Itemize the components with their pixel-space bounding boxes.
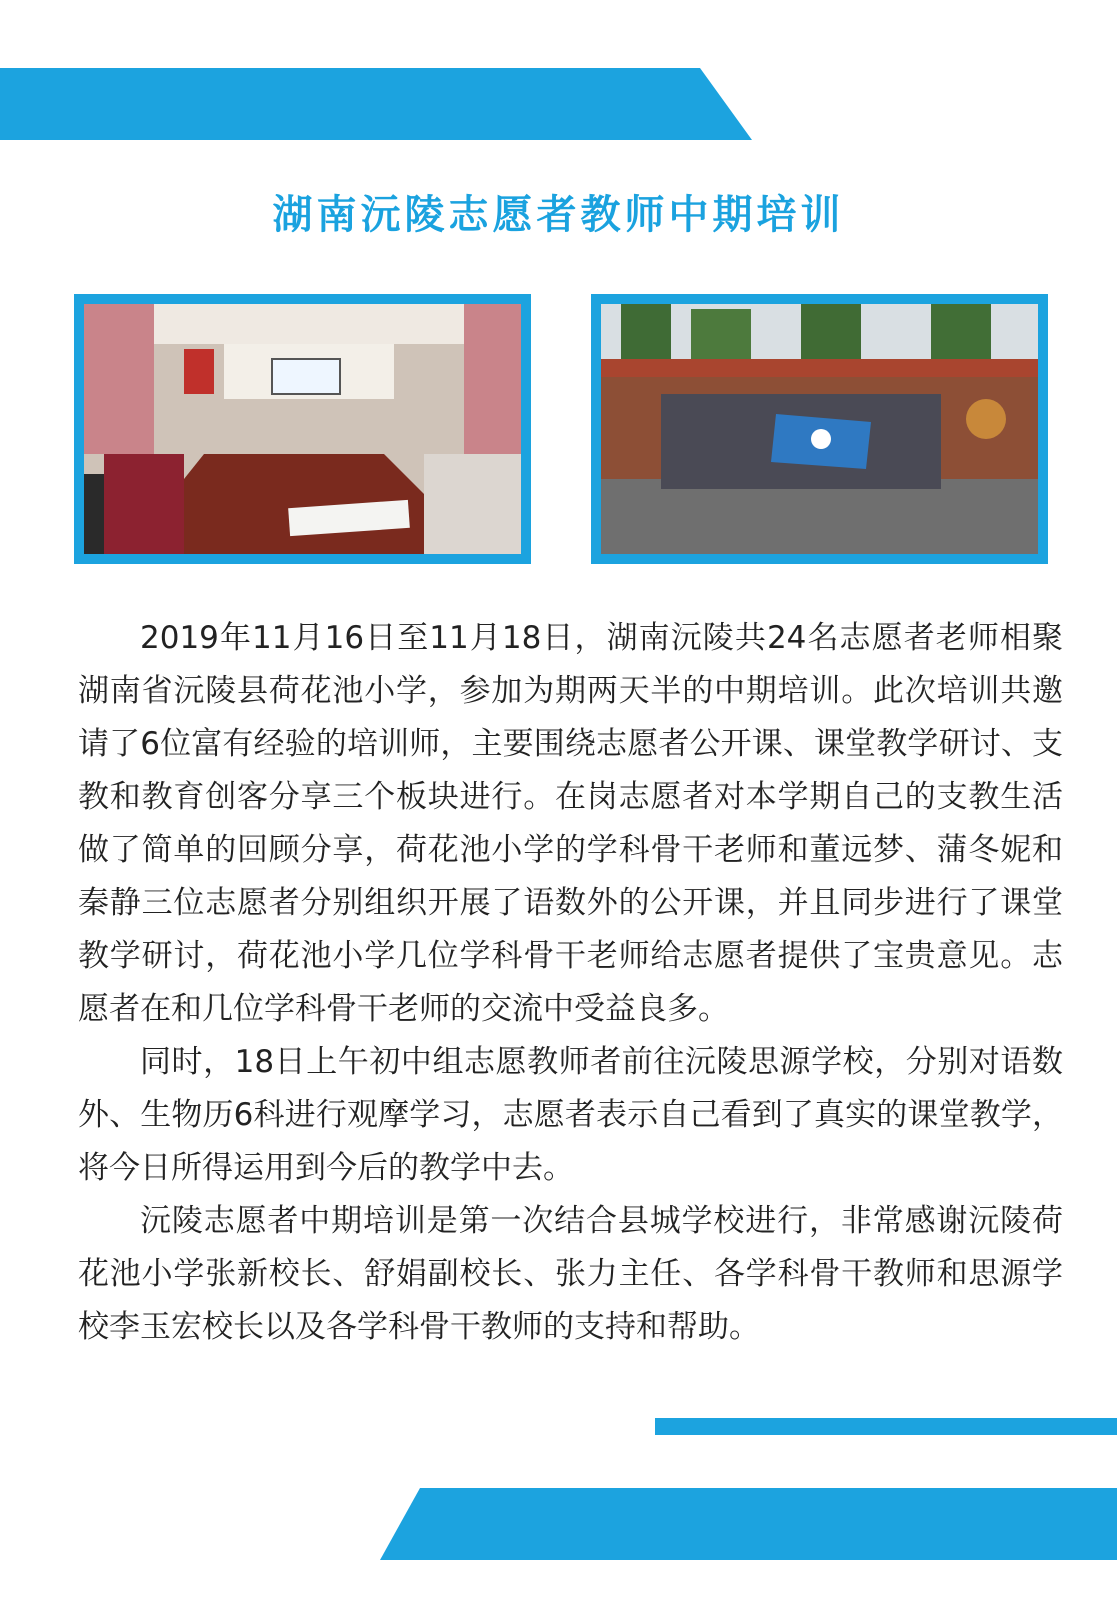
article-paragraph-1: 2019年11月16日至11月18日，湖南沅陵共24名志愿者老师相聚湖南省沅陵县荷花池小学，参加为期两天半的中期培训。此次培训共邀请了6位富有经验的培训师，主要围绕志愿者公开课、课堂教学研讨、支教和教育创客分享三个板块进行。在岗志愿者对本学期自己的支教生活做了简单的回顾分享，荷花池小学的学科骨干老师和董远梦、蒲冬妮和秦静三位志愿者分别组织开展了语数外的公开课，并且同步进行了课堂教学研讨，荷花池小学几位学科骨干老师给志愿者提供了宝贵意见。志愿者在和几位学科骨干老师的交流中受益良多。 [78, 620, 1063, 1027]
middle-accent-line [655, 1418, 1117, 1435]
bottom-accent-band [380, 1488, 1117, 1560]
article-paragraph-2: 同时，18日上午初中组志愿教师者前往沅陵思源学校，分别对语数外、生物历6科进行观摩学习，志愿者表示自己看到了真实的课堂教学，将今日所得运用到今后的教学中去。 [78, 1044, 1063, 1186]
article-paragraph-3: 沅陵志愿者中期培训是第一次结合县城学校进行，非常感谢沅陵荷花池小学张新校长、舒娟副校长、张力主任、各学科骨干教师和思源学校李玉宏校长以及各学科骨干教师的支持和帮助。 [78, 1203, 1063, 1345]
top-accent-band [0, 68, 752, 140]
meeting-room-illustration [84, 304, 521, 554]
group-flag-illustration [601, 304, 1038, 554]
page-title: 湖南沅陵志愿者教师中期培训 [272, 192, 845, 238]
meeting-room-photo [74, 294, 531, 564]
article-body [78, 612, 1063, 1354]
group-flag-photo [591, 294, 1048, 564]
